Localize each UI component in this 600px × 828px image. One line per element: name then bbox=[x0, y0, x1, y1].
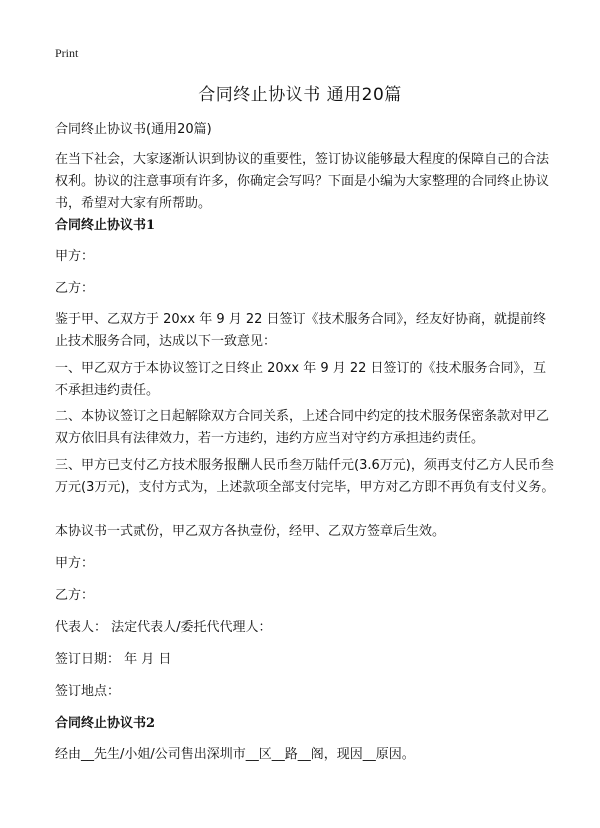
party-b-sign-label: 乙方： bbox=[55, 588, 95, 603]
document-subtitle: 合同终止协议书(通用20篇) bbox=[55, 122, 212, 137]
intro-paragraph: 在当下社会，大家逐渐认识到协议的重要性，签订协议能够最大程度的保障自己的合法权利。协议的注意事项有许多，你确定会写吗？下面是小编为大家整理的合同终止协议书，希望对大家有所帮助。 bbox=[55, 152, 550, 211]
section1-item-3: 三、甲方已支付乙方技术服务报酬人民币叁万陆仟元(3.6万元)，须再支付乙方人民币叁万元(3万元)，支付方式为，上述款项全部支付完毕，甲方对乙方即不再负有支付义务。 bbox=[55, 458, 555, 495]
representative-label: 代表人： 法定代表人/委托代代理人： bbox=[55, 620, 272, 635]
sign-date-label: 签订日期： 年 月 日 bbox=[55, 652, 172, 667]
party-a-label: 甲方： bbox=[55, 249, 95, 264]
section1-item-1: 一、甲乙双方于本协议签订之日终止 20xx 年 9 月 22 日签订的《技术服务合同》，互不承担违约责任。 bbox=[55, 361, 547, 398]
print-link[interactable]: Print bbox=[55, 46, 79, 60]
document-title: 合同终止协议书 通用20篇 bbox=[198, 85, 402, 105]
sign-place-label: 签订地点： bbox=[55, 684, 121, 699]
party-b-label: 乙方： bbox=[55, 281, 95, 296]
section2-heading: 合同终止协议书2 bbox=[55, 716, 156, 731]
section1-paragraph-2: 本协议书一式贰份，甲乙双方各执壹份，经甲、乙双方签章后生效。 bbox=[55, 524, 446, 539]
section2-paragraph-1: 经由__先生/小姐/公司售出深圳市__区__路__阁，现因__原因。 bbox=[55, 747, 415, 762]
section1-item-2: 二、本协议签订之日起解除双方合同关系，上述合同中约定的技术服务保密条款对甲乙双方依旧具有法律效力，若一方违约，违约方应当对守约方承担违约责任。 bbox=[55, 409, 550, 446]
section1-heading: 合同终止协议书1 bbox=[55, 218, 156, 233]
section1-paragraph-1: 鉴于甲、乙双方于 20xx 年 9 月 22 日签订《技术服务合同》，经友好协商，就提前终止技术服务合同，达成以下一致意见： bbox=[55, 312, 547, 349]
party-a-sign-label: 甲方： bbox=[55, 556, 95, 571]
